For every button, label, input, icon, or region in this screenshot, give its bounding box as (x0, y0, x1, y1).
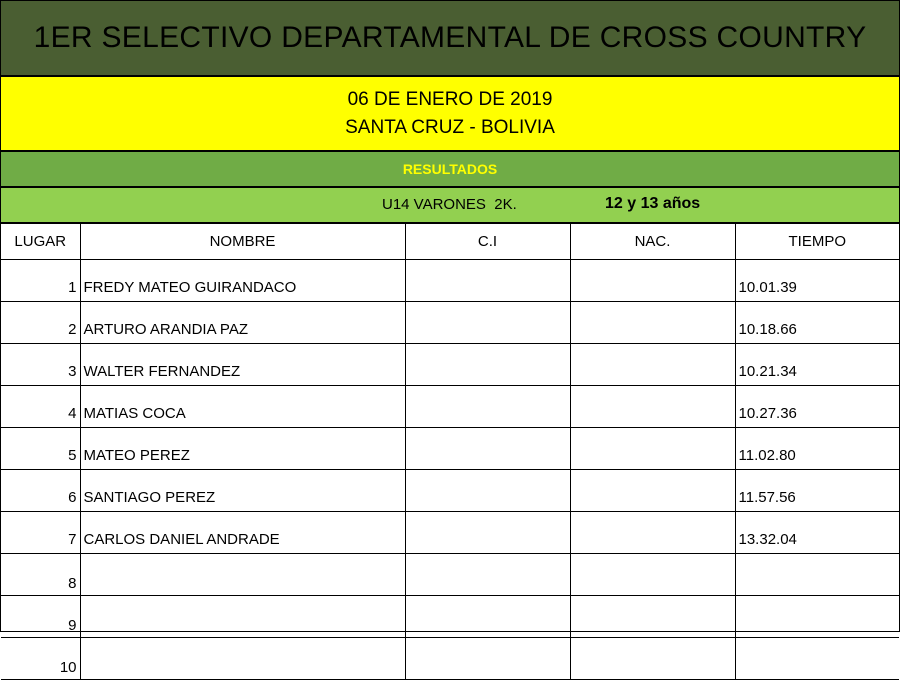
table-row (1, 638, 899, 680)
table-row (1, 344, 899, 386)
ci-cell (405, 638, 570, 680)
ci-cell (405, 302, 570, 344)
section-banner (1, 152, 899, 188)
column-header-nac: NAC. (570, 224, 735, 260)
time-cell (735, 638, 899, 680)
category-banner (1, 188, 899, 224)
nationality-cell (570, 638, 735, 680)
name-cell: CARLOS DANIEL ANDRADE (80, 512, 405, 554)
nationality-cell (570, 302, 735, 344)
column-header-nombre: NOMBRE (80, 224, 405, 260)
time-cell: 10.27.36 (735, 386, 899, 428)
time-cell: 11.57.56 (735, 470, 899, 512)
ci-cell (405, 344, 570, 386)
time-cell: 13.32.04 (735, 512, 899, 554)
age-range-label: 12 y 13 años (605, 195, 701, 212)
place-cell: 9 (1, 596, 80, 638)
time-cell: 10.21.34 (735, 344, 899, 386)
event-location: SANTA CRUZ - BOLIVIA (345, 116, 555, 138)
time-cell: 10.18.66 (735, 302, 899, 344)
nationality-cell (570, 344, 735, 386)
ci-cell (405, 512, 570, 554)
name-cell (80, 638, 405, 680)
table-row (1, 596, 899, 638)
name-cell: MATIAS COCA (80, 386, 405, 428)
nationality-cell (570, 596, 735, 638)
place-cell: 10 (1, 638, 80, 680)
ci-cell (405, 428, 570, 470)
place-cell: 3 (1, 344, 80, 386)
table-row (1, 260, 899, 302)
ci-cell (405, 260, 570, 302)
nationality-cell (570, 554, 735, 596)
place-cell: 4 (1, 386, 80, 428)
table-row (1, 512, 899, 554)
time-cell (735, 596, 899, 638)
time-cell: 10.01.39 (735, 260, 899, 302)
table-row (1, 428, 899, 470)
table-row (1, 302, 899, 344)
ci-cell (405, 386, 570, 428)
place-cell: 5 (1, 428, 80, 470)
nationality-cell (570, 260, 735, 302)
name-cell (80, 554, 405, 596)
page-title: 1ER SELECTIVO DEPARTAMENTAL DE CROSS COUNTRY (33, 21, 867, 54)
event-info-banner (1, 77, 899, 152)
place-cell: 6 (1, 470, 80, 512)
category-label: U14 VARONES 2K. (382, 196, 517, 213)
column-header-lugar: LUGAR (1, 224, 80, 260)
results-table (1, 224, 899, 680)
name-cell: SANTIAGO PEREZ (80, 470, 405, 512)
time-cell (735, 554, 899, 596)
nationality-cell (570, 428, 735, 470)
place-cell: 2 (1, 302, 80, 344)
nationality-cell (570, 512, 735, 554)
title-banner (1, 1, 899, 77)
place-cell: 7 (1, 512, 80, 554)
ci-cell (405, 554, 570, 596)
name-cell: WALTER FERNANDEZ (80, 344, 405, 386)
ci-cell (405, 596, 570, 638)
time-cell: 11.02.80 (735, 428, 899, 470)
name-cell: MATEO PEREZ (80, 428, 405, 470)
place-cell: 8 (1, 554, 80, 596)
table-row (1, 470, 899, 512)
table-row (1, 554, 899, 596)
column-header-ci: C.I (405, 224, 570, 260)
nationality-cell (570, 470, 735, 512)
place-cell: 1 (1, 260, 80, 302)
table-row (1, 386, 899, 428)
name-cell (80, 596, 405, 638)
column-header-tiempo: TIEMPO (735, 224, 899, 260)
section-title: RESULTADOS (402, 161, 498, 177)
ci-cell (405, 470, 570, 512)
name-cell: FREDY MATEO GUIRANDACO (80, 260, 405, 302)
event-date: 06 DE ENERO DE 2019 (347, 88, 553, 110)
table-header-row (1, 224, 899, 260)
nationality-cell (570, 386, 735, 428)
name-cell: ARTURO ARANDIA PAZ (80, 302, 405, 344)
